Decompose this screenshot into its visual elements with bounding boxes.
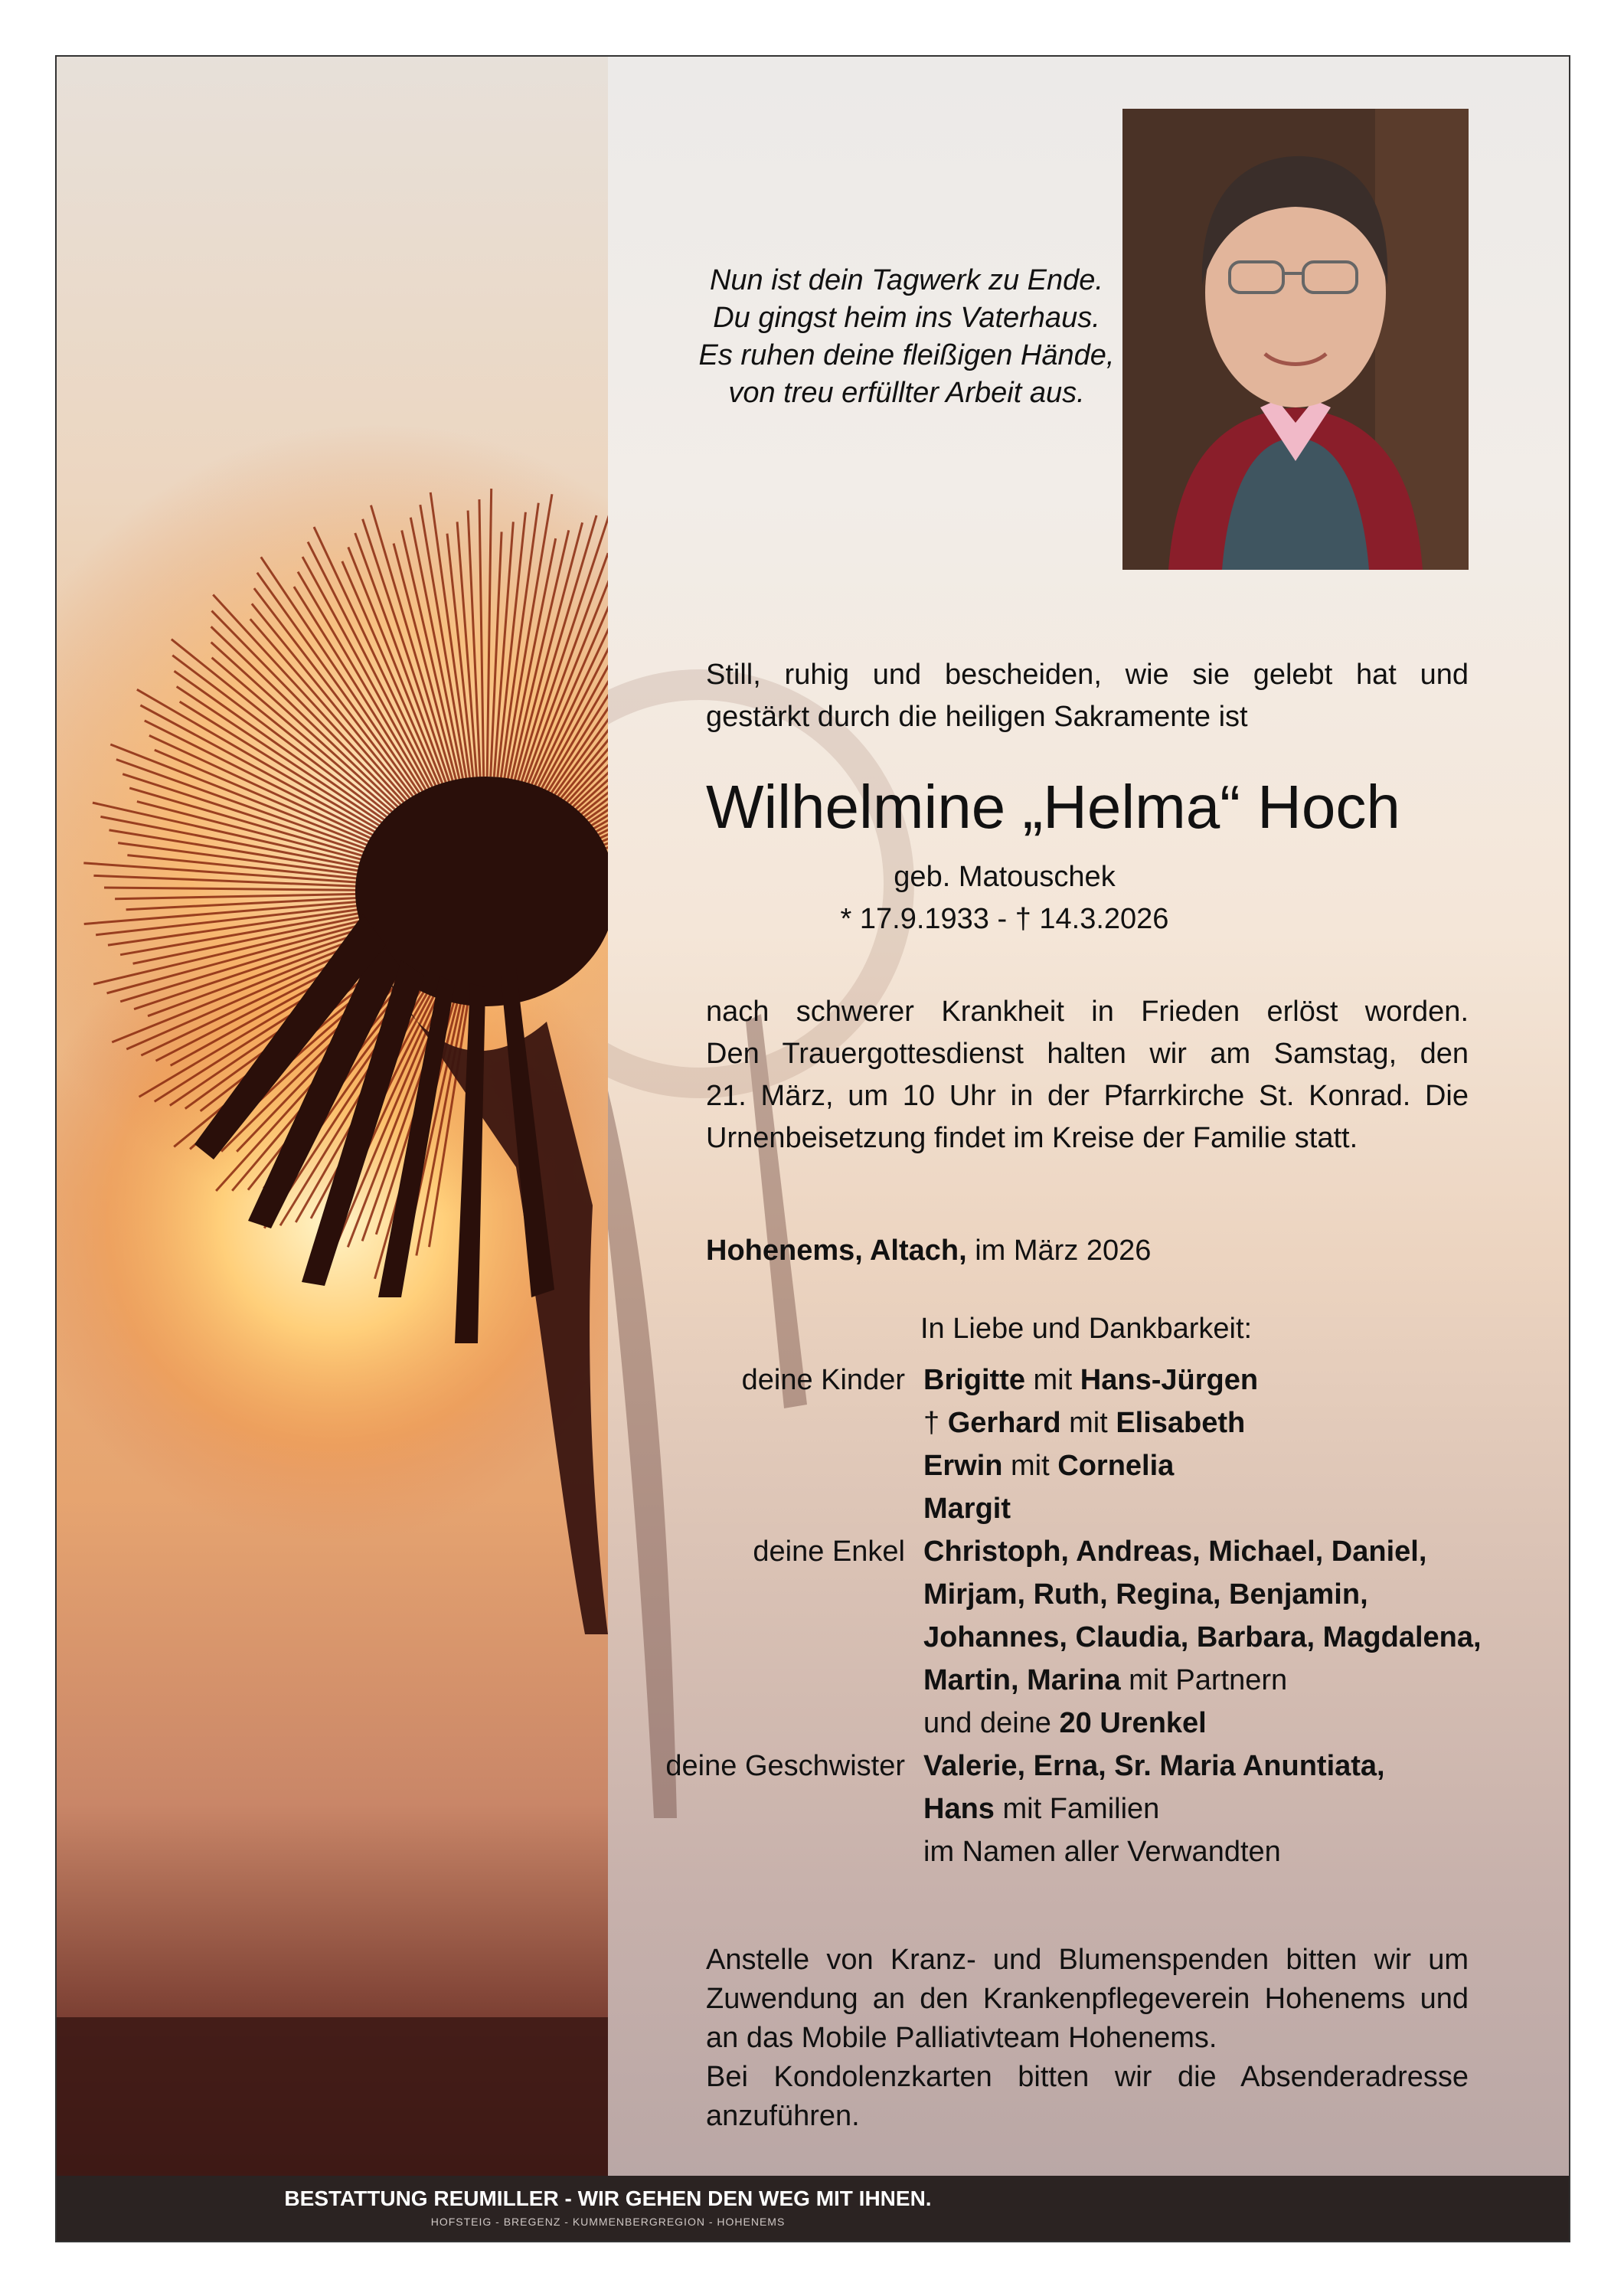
- funeral-notice: [706, 991, 1469, 1159]
- notice-line: 21. März, um 10 Uhr in der Pfarrkirche St. Konrad. Die: [706, 1080, 1469, 1112]
- place-date-text: im März 2026: [966, 1235, 1152, 1267]
- closing-line: Anstelle von Kranz- und Blumenspenden bitten wir um: [706, 1944, 1469, 1976]
- portrait-photo: [1122, 109, 1469, 570]
- portrait-image: [1122, 109, 1469, 570]
- footer-locations: HOFSTEIG - BREGENZ - KUMMENBERGREGION - HOHENEMS: [430, 2216, 786, 2228]
- intro-line: gestärkt durch die heiligen Sakramente ist: [706, 701, 1248, 733]
- quote-line: von treu erfüllter Arbeit aus.: [728, 377, 1085, 409]
- intro-text: [706, 654, 1469, 738]
- life-dates: * 17.9.1933 - † 14.3.2026: [840, 903, 1169, 935]
- closing-line: Zuwendung an den Krankenpflegeverein Hohenems und: [706, 1983, 1469, 2015]
- children-list: [923, 1359, 1567, 1530]
- relative-name: Mirjam, Ruth, Regina, Benjamin,: [923, 1578, 1368, 1611]
- grandchildren-list: [923, 1530, 1567, 1745]
- quote-line: Du gingst heim ins Vaterhaus.: [713, 302, 1100, 334]
- closing-line: anzuführen.: [706, 2100, 860, 2132]
- relative-text: mit Partnern: [1120, 1664, 1288, 1696]
- obituary-notice: [55, 55, 1570, 2242]
- relative-text: und deine: [923, 1707, 1060, 1739]
- thanks-line: In Liebe und Dankbarkeit:: [920, 1313, 1253, 1345]
- relative-line: [923, 1659, 1567, 1702]
- deceased-name: Wilhelmine „Helma“ Hoch: [706, 773, 1400, 841]
- relative-text: †: [923, 1407, 948, 1439]
- relative-line: [923, 1487, 1567, 1530]
- notice-line: nach schwerer Krankheit in Frieden erlöst worden.: [706, 996, 1469, 1028]
- dandelion-silhouette-image: [57, 57, 608, 2242]
- relative-line: [923, 1702, 1567, 1745]
- relative-name: Gerhard: [947, 1407, 1061, 1439]
- relative-line: [923, 1787, 1567, 1830]
- relative-name: Valerie, Erna, Sr. Maria Anuntiata,: [923, 1750, 1385, 1782]
- relative-name: Hans: [923, 1793, 995, 1825]
- relative-text: mit: [1060, 1407, 1116, 1439]
- relative-name: Margit: [923, 1493, 1011, 1525]
- notice-line: Urnenbeisetzung findet im Kreise der Familie statt.: [706, 1122, 1358, 1154]
- relative-line: [923, 1530, 1567, 1573]
- relative-name: Martin, Marina: [923, 1664, 1121, 1696]
- siblings-label: deine Geschwister: [665, 1750, 905, 1782]
- relative-text: mit Familien: [994, 1793, 1160, 1825]
- closing-line: Bei Kondolenzkarten bitten wir die Absenderadresse: [706, 2061, 1469, 2093]
- relative-name: Hans-Jürgen: [1080, 1364, 1259, 1396]
- quote-line: Es ruhen deine fleißigen Hände,: [698, 339, 1115, 371]
- relative-text: im Namen aller Verwandten: [923, 1836, 1281, 1868]
- relative-line: [923, 1830, 1567, 1873]
- grandchildren-label: deine Enkel: [753, 1536, 905, 1568]
- footer-slogan: BESTATTUNG REUMILLER - WIR GEHEN DEN WEG MIT IHNEN.: [284, 2186, 932, 2210]
- closing-line: an das Mobile Palliativteam Hohenems.: [706, 2022, 1217, 2054]
- relative-line: [923, 1359, 1567, 1401]
- relative-line: [923, 1745, 1567, 1787]
- children-label: deine Kinder: [741, 1364, 905, 1396]
- relative-name: Johannes, Claudia, Barbara, Magdalena,: [923, 1621, 1482, 1653]
- place-names: Hohenems, Altach,: [706, 1235, 967, 1267]
- relative-name: Erwin: [923, 1450, 1003, 1482]
- closing-text: [706, 1941, 1469, 2136]
- place-date: [706, 1235, 1151, 1267]
- relative-name: Elisabeth: [1116, 1407, 1246, 1439]
- relative-line: [923, 1573, 1567, 1616]
- relative-line: [923, 1401, 1567, 1444]
- relative-line: [923, 1616, 1567, 1659]
- relative-name: Brigitte: [923, 1364, 1025, 1396]
- notice-line: Den Trauergottesdienst halten wir am Samstag, den: [706, 1038, 1469, 1070]
- relative-name: Cornelia: [1057, 1450, 1175, 1482]
- intro-line: Still, ruhig und bescheiden, wie sie gelebt hat und: [706, 659, 1469, 691]
- relative-name: 20 Urenkel: [1059, 1707, 1207, 1739]
- relative-line: [923, 1444, 1567, 1487]
- funeral-home-footer: [57, 2176, 1570, 2241]
- relative-text: mit: [1025, 1364, 1080, 1396]
- relative-text: mit: [1002, 1450, 1058, 1482]
- relative-name: Christoph, Andreas, Michael, Daniel,: [923, 1536, 1427, 1568]
- quote-line: Nun ist dein Tagwerk zu Ende.: [709, 264, 1103, 296]
- maiden-name: geb. Matouschek: [894, 861, 1116, 893]
- dandelion-sunset-photo: [57, 57, 608, 2241]
- memorial-quote: [639, 262, 1175, 412]
- siblings-list: [923, 1745, 1567, 1873]
